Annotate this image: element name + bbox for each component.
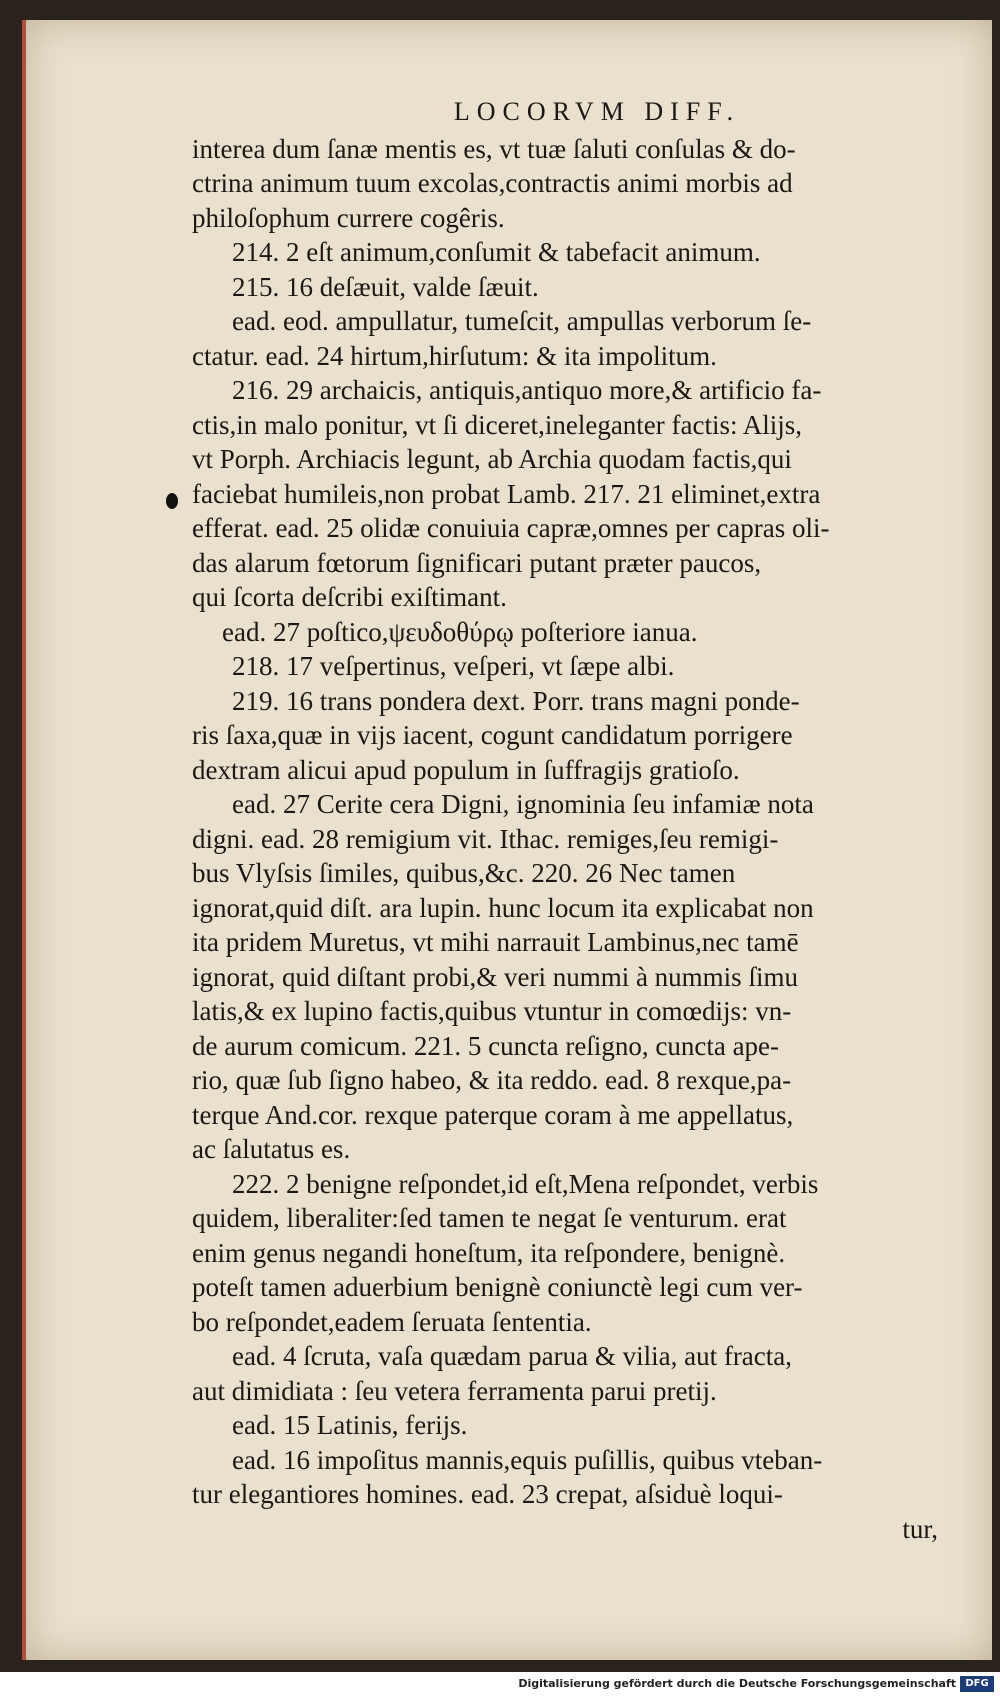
text-line: quidem, liberaliter:ſed tamen te negat ſe venturum. erat xyxy=(192,1203,787,1233)
text-line: ignorat,quid diſt. ara lupin. hunc locum ita explicabat non xyxy=(192,892,814,923)
text-line: poteſt tamen aduerbium benignè coniunctè legi cum ver- xyxy=(192,1272,803,1302)
text-line: das alarum fœtorum ſignificari putant præter paucos, xyxy=(192,547,762,578)
text-line: ita pridem Muretus, vt mihi narrauit Lambinus,nec tamē xyxy=(192,927,799,957)
text-line: ead. 4 ſcruta, vaſa quædam parua & vilia, aut fracta, xyxy=(232,1341,793,1371)
catchword: tur, xyxy=(902,1513,938,1544)
text-line: ead. eod. ampullatur, tumeſcit, ampullas verborum ſe- xyxy=(232,306,812,336)
text-line: ignorat, quid diſtant probi,& veri nummi à nummis ſimu xyxy=(192,961,798,992)
text-line: vt Porph. Archiacis legunt, ab Archia quodam factis,qui xyxy=(192,444,792,474)
text-line: tur elegantiores homines. ead. 23 crepat, aſsiduè loqui- xyxy=(192,1479,783,1509)
text-line: ead. 16 impoſitus mannis,equis puſillis, quibus vteban- xyxy=(232,1444,823,1475)
text-line: 216. 29 archaicis, antiquis,antiquo more,& artificio fa- xyxy=(232,375,822,405)
text-line: 215. 16 deſæuit, valde ſæuit. xyxy=(232,271,539,302)
digitization-footer xyxy=(0,1672,1000,1697)
text-line: ead. 15 Latinis, ferijs. xyxy=(232,1410,468,1440)
text-line: ead. 27 poſtico,ψευδοθύρῳ poſteriore ianua. xyxy=(222,616,698,647)
text-line: 214. 2 eſt animum,conſumit & tabefacit animum. xyxy=(232,237,761,267)
text-line: de aurum comicum. 221. 5 cuncta reſigno, cuncta ape- xyxy=(192,1030,780,1061)
text-line: ctatur. ead. 24 hirtum,hirſutum: & ita impolitum. xyxy=(192,340,717,371)
text-line: terque And.cor. rexque paterque coram à me appellatus, xyxy=(192,1099,794,1130)
text-line: ctrina animum tuum excolas,contractis animi morbis ad xyxy=(192,168,793,198)
text-line: ctis,in malo ponitur, vt ſi diceret,ineleganter factis: Alijs, xyxy=(192,409,803,440)
text-line: bus Vlyſsis ſimiles, quibus,&c. 220. 26 Nec tamen xyxy=(192,858,736,888)
text-line: qui ſcorta deſcribi exiſtimant. xyxy=(192,582,507,612)
text-line: bo reſpondet,eadem ſeruata ſententia. xyxy=(192,1306,592,1337)
text-line: ris ſaxa,quæ in vijs iacent, cogunt candidatum porrigere xyxy=(192,720,793,750)
funding-credit: Digitalisierung gefördert durch die Deutsche Forschungsgemeinschaft xyxy=(518,1677,956,1690)
text-line: faciebat humileis,non probat Lamb. 217. 21 eliminet,extra xyxy=(192,478,821,509)
running-head: LOCORVM DIFF. xyxy=(453,97,741,126)
text-line: ead. 27 Cerite cera Digni, ignominia ſeu infamiæ nota xyxy=(232,789,814,819)
text-line: 218. 17 veſpertinus, veſperi, vt ſæpe albi. xyxy=(232,651,675,681)
ink-spot xyxy=(166,493,178,509)
text-line: enim genus negandi honeſtum, ita reſpondere, benignè. xyxy=(192,1237,786,1268)
text-line: aut dimidiata : ſeu vetera ferramenta parui pretij. xyxy=(192,1375,717,1406)
page-text xyxy=(192,95,942,1546)
text-line: interea dum ſanæ mentis es, vt tuæ ſaluti conſulas & do- xyxy=(192,133,796,164)
text-line: dextram alicui apud populum in ſuffragijs gratioſo. xyxy=(192,754,740,785)
text-line: efferat. ead. 25 olidæ conuiuia capræ,omnes per capras oli- xyxy=(192,513,830,543)
text-line: digni. ead. 28 remigium vit. Ithac. remiges,ſeu remigi- xyxy=(192,823,779,854)
text-line: 219. 16 trans pondera dext. Porr. trans magni ponde- xyxy=(232,685,800,716)
dfg-logo-icon: DFG xyxy=(960,1676,994,1692)
text-line: latis,& ex lupino factis,quibus vtuntur in comœdijs: vn- xyxy=(192,996,792,1026)
text-line: ac ſalutatus es. xyxy=(192,1134,351,1164)
text-line: 222. 2 benigne reſpondet,id eſt,Mena reſpondet, verbis xyxy=(232,1168,819,1199)
text-line: rio, quæ ſub ſigno habeo, & ita reddo. ead. 8 rexque,pa- xyxy=(192,1065,792,1095)
text-line: philoſophum currere cogêris. xyxy=(192,202,505,233)
